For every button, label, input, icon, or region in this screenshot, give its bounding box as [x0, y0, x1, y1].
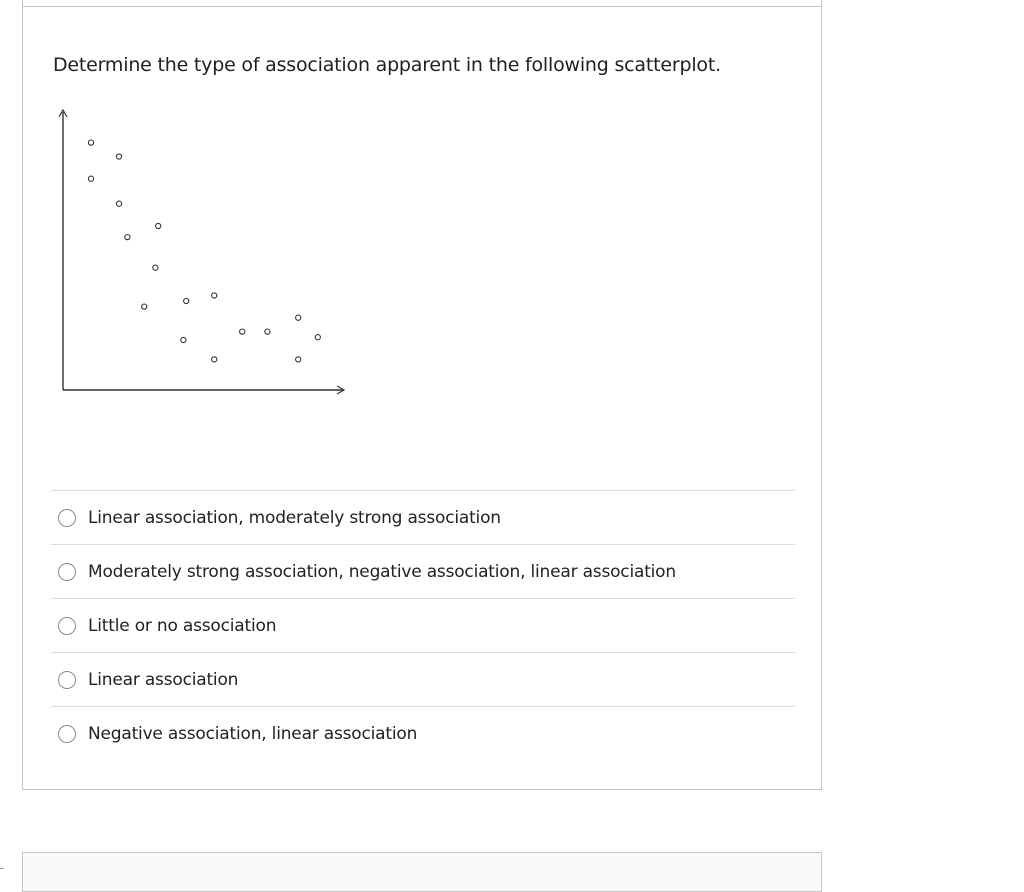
- scatter-point: [212, 357, 217, 362]
- answer-option-label: Linear association: [88, 669, 239, 690]
- scatter-point: [296, 315, 301, 320]
- scatter-point: [142, 304, 147, 309]
- scatter-point: [153, 265, 158, 270]
- radio-button[interactable]: [58, 563, 76, 581]
- scatter-point: [88, 176, 93, 181]
- scatter-point: [88, 140, 93, 145]
- scatter-point: [212, 293, 217, 298]
- scatter-point: [240, 329, 245, 334]
- scatterplot: [53, 100, 373, 400]
- scatter-point: [296, 357, 301, 362]
- scatter-point: [265, 329, 270, 334]
- answer-option[interactable]: [51, 706, 795, 760]
- answer-option-label: Little or no association: [88, 615, 277, 636]
- answer-option-label: Negative association, linear association: [88, 723, 418, 744]
- scatter-point: [116, 201, 121, 206]
- answer-option[interactable]: [51, 598, 795, 652]
- scatter-points: [88, 140, 320, 362]
- answer-option[interactable]: [51, 652, 795, 706]
- scatter-point: [125, 235, 130, 240]
- scatter-point: [315, 335, 320, 340]
- answer-option-label: Linear association, moderately strong association: [88, 507, 501, 528]
- question-card: [22, 0, 822, 790]
- scatter-point: [181, 337, 186, 342]
- scatter-point: [116, 154, 121, 159]
- radio-button[interactable]: [58, 671, 76, 689]
- answer-options: [51, 490, 795, 760]
- answer-option-label: Moderately strong association, negative association, linear association: [88, 561, 676, 582]
- scatter-point: [184, 298, 189, 303]
- radio-button[interactable]: [58, 725, 76, 743]
- answer-option[interactable]: [51, 490, 795, 544]
- card-divider: [23, 6, 821, 7]
- radio-button[interactable]: [58, 509, 76, 527]
- edge-marker: [0, 868, 4, 869]
- answer-option[interactable]: [51, 544, 795, 598]
- plot-axes: [59, 110, 344, 394]
- radio-button[interactable]: [58, 617, 76, 635]
- scatter-point: [156, 223, 161, 228]
- question-text: Determine the type of association apparent in the following scatterplot.: [53, 54, 721, 76]
- next-question-card: [22, 852, 822, 892]
